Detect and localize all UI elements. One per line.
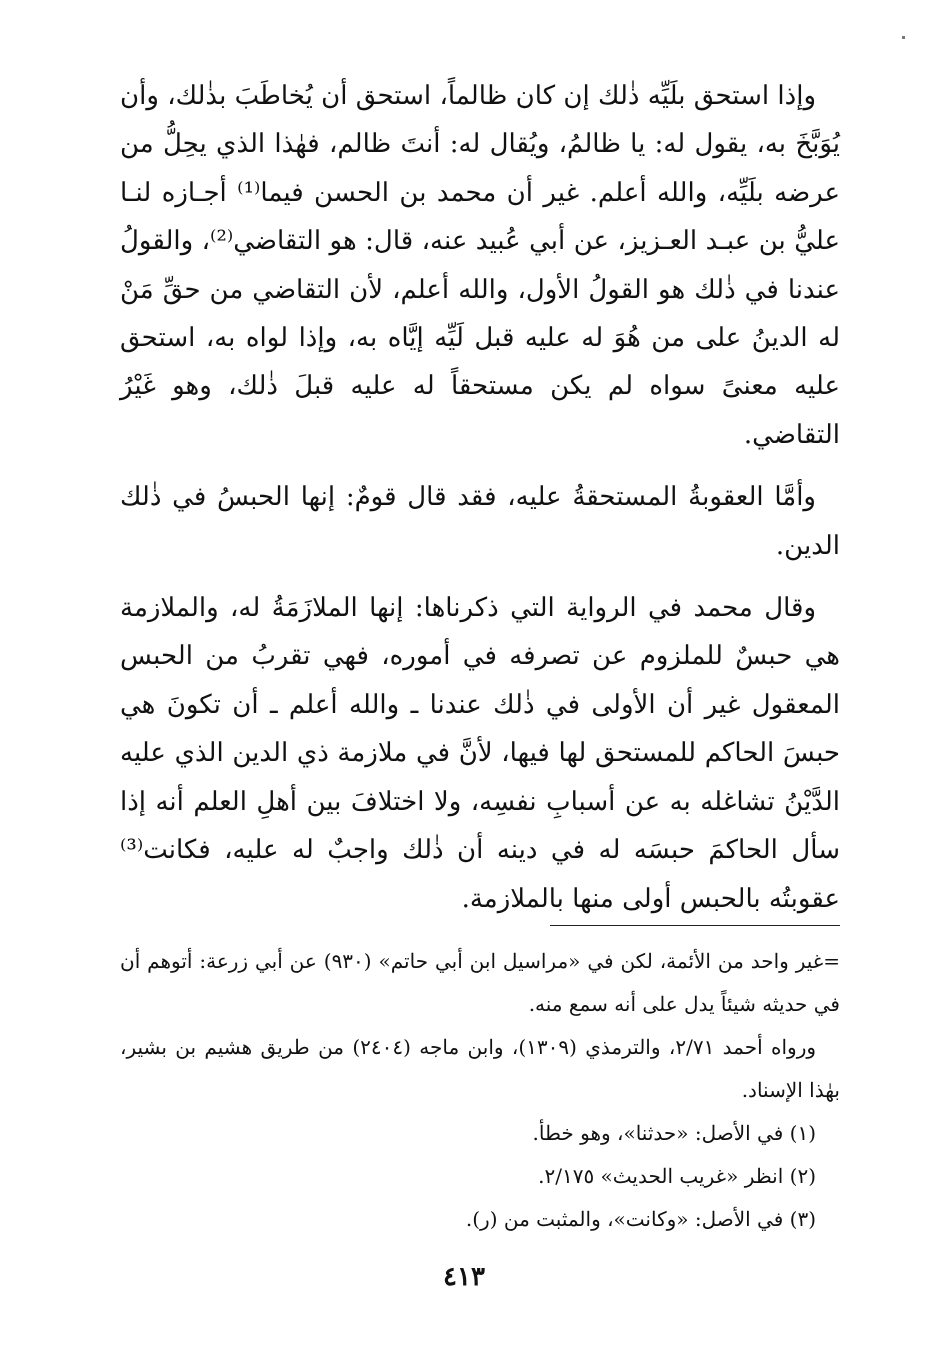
footnote-riwayah: ورواه أحمد ٢/٧١، والترمذي (١٣٠٩)، وابن ماجه (٢٤٠٤) من طريق هشيم بن بشير، بهٰذا الإسناد. bbox=[120, 1035, 840, 1102]
paragraph-3: وقال محمد في الرواية التي ذكرناها: إنها الملازَمَةُ له، والملازمة هي حبسٌ للملزوم عن تصرفه في أموره، فهي تقربُ من الحبس المعقول غير أن الأولى في ذٰلك عندنا ـ والله أعلم ـ أن تكونَ هي حبسَ الحاكم للمستحق لها فيها، لأنَّ في ملازمة ذي الدين الذي عليه الدَّيْنُ تشاغله به عن أسبابِ نفسِه، ولا اختلافَ بين أهلِ العلم أنه إذا سأل الحاكمَ حبسَه له في دينه أن ذٰلك واجبٌ له عليه، فكانت⁽³⁾ عقوبتُه بالحبس أولى منها بالملازمة. bbox=[120, 593, 841, 914]
footnote-divider bbox=[550, 925, 840, 926]
main-text bbox=[120, 72, 840, 937]
footnote-1: (١) في الأصل: «حدثنا»، وهو خطأ. bbox=[532, 1121, 816, 1145]
footnote-2: (٢) انظر «غريب الحديث» ٢/١٧٥. bbox=[538, 1164, 816, 1188]
scan-speck bbox=[902, 36, 905, 39]
page-number: ٤١٣ bbox=[443, 1262, 485, 1292]
footnote-continuation: =غير واحد من الأئمة، لكن في «مراسيل ابن أبي حاتم» (٩٣٠) عن أبي زرعة: أتوهم أن في حديثه شيئاً يدل على أنه سمع منه. bbox=[120, 949, 841, 1016]
footnote-3: (٣) في الأصل: «وكانت»، والمثبت من (ر). bbox=[465, 1207, 816, 1231]
footnotes bbox=[120, 940, 840, 1241]
paragraph-1: وإذا استحق بلَيِّه ذٰلك إن كان ظالماً، استحق أن يُخاطَبَ بذٰلك، وأن يُوَبَّخَ به، يقول له: يا ظالمُ، ويُقال له: أنتَ ظالم، فهٰذا الذي يحِلُّ من عرضه بلَيِّه، والله أعلم. غير أن محمد بن الحسن فيما⁽¹⁾ أجـازه لنـا عليُّ بن عبـد العـزيز، عن أبي عُبيد عنه، قال: هو التقاضي⁽²⁾، والقولُ عندنا في ذٰلك هو القولُ الأول، والله أعلم، لأن التقاضي من حقِّ مَنْ له الدينُ على من هُوَ له عليه قبل لَيِّه إيَّاه به، وإذا لواه به، استحق عليه معنىً سواه لم يكن مستحقاً له عليه قبلَ ذٰلك، وهو غَيْرُ التقاضي. bbox=[120, 81, 841, 450]
paragraph-2: وأمَّا العقوبةُ المستحقةُ عليه، فقد قال قومٌ: إنها الحبسُ في ذٰلك الدين. bbox=[120, 482, 840, 561]
